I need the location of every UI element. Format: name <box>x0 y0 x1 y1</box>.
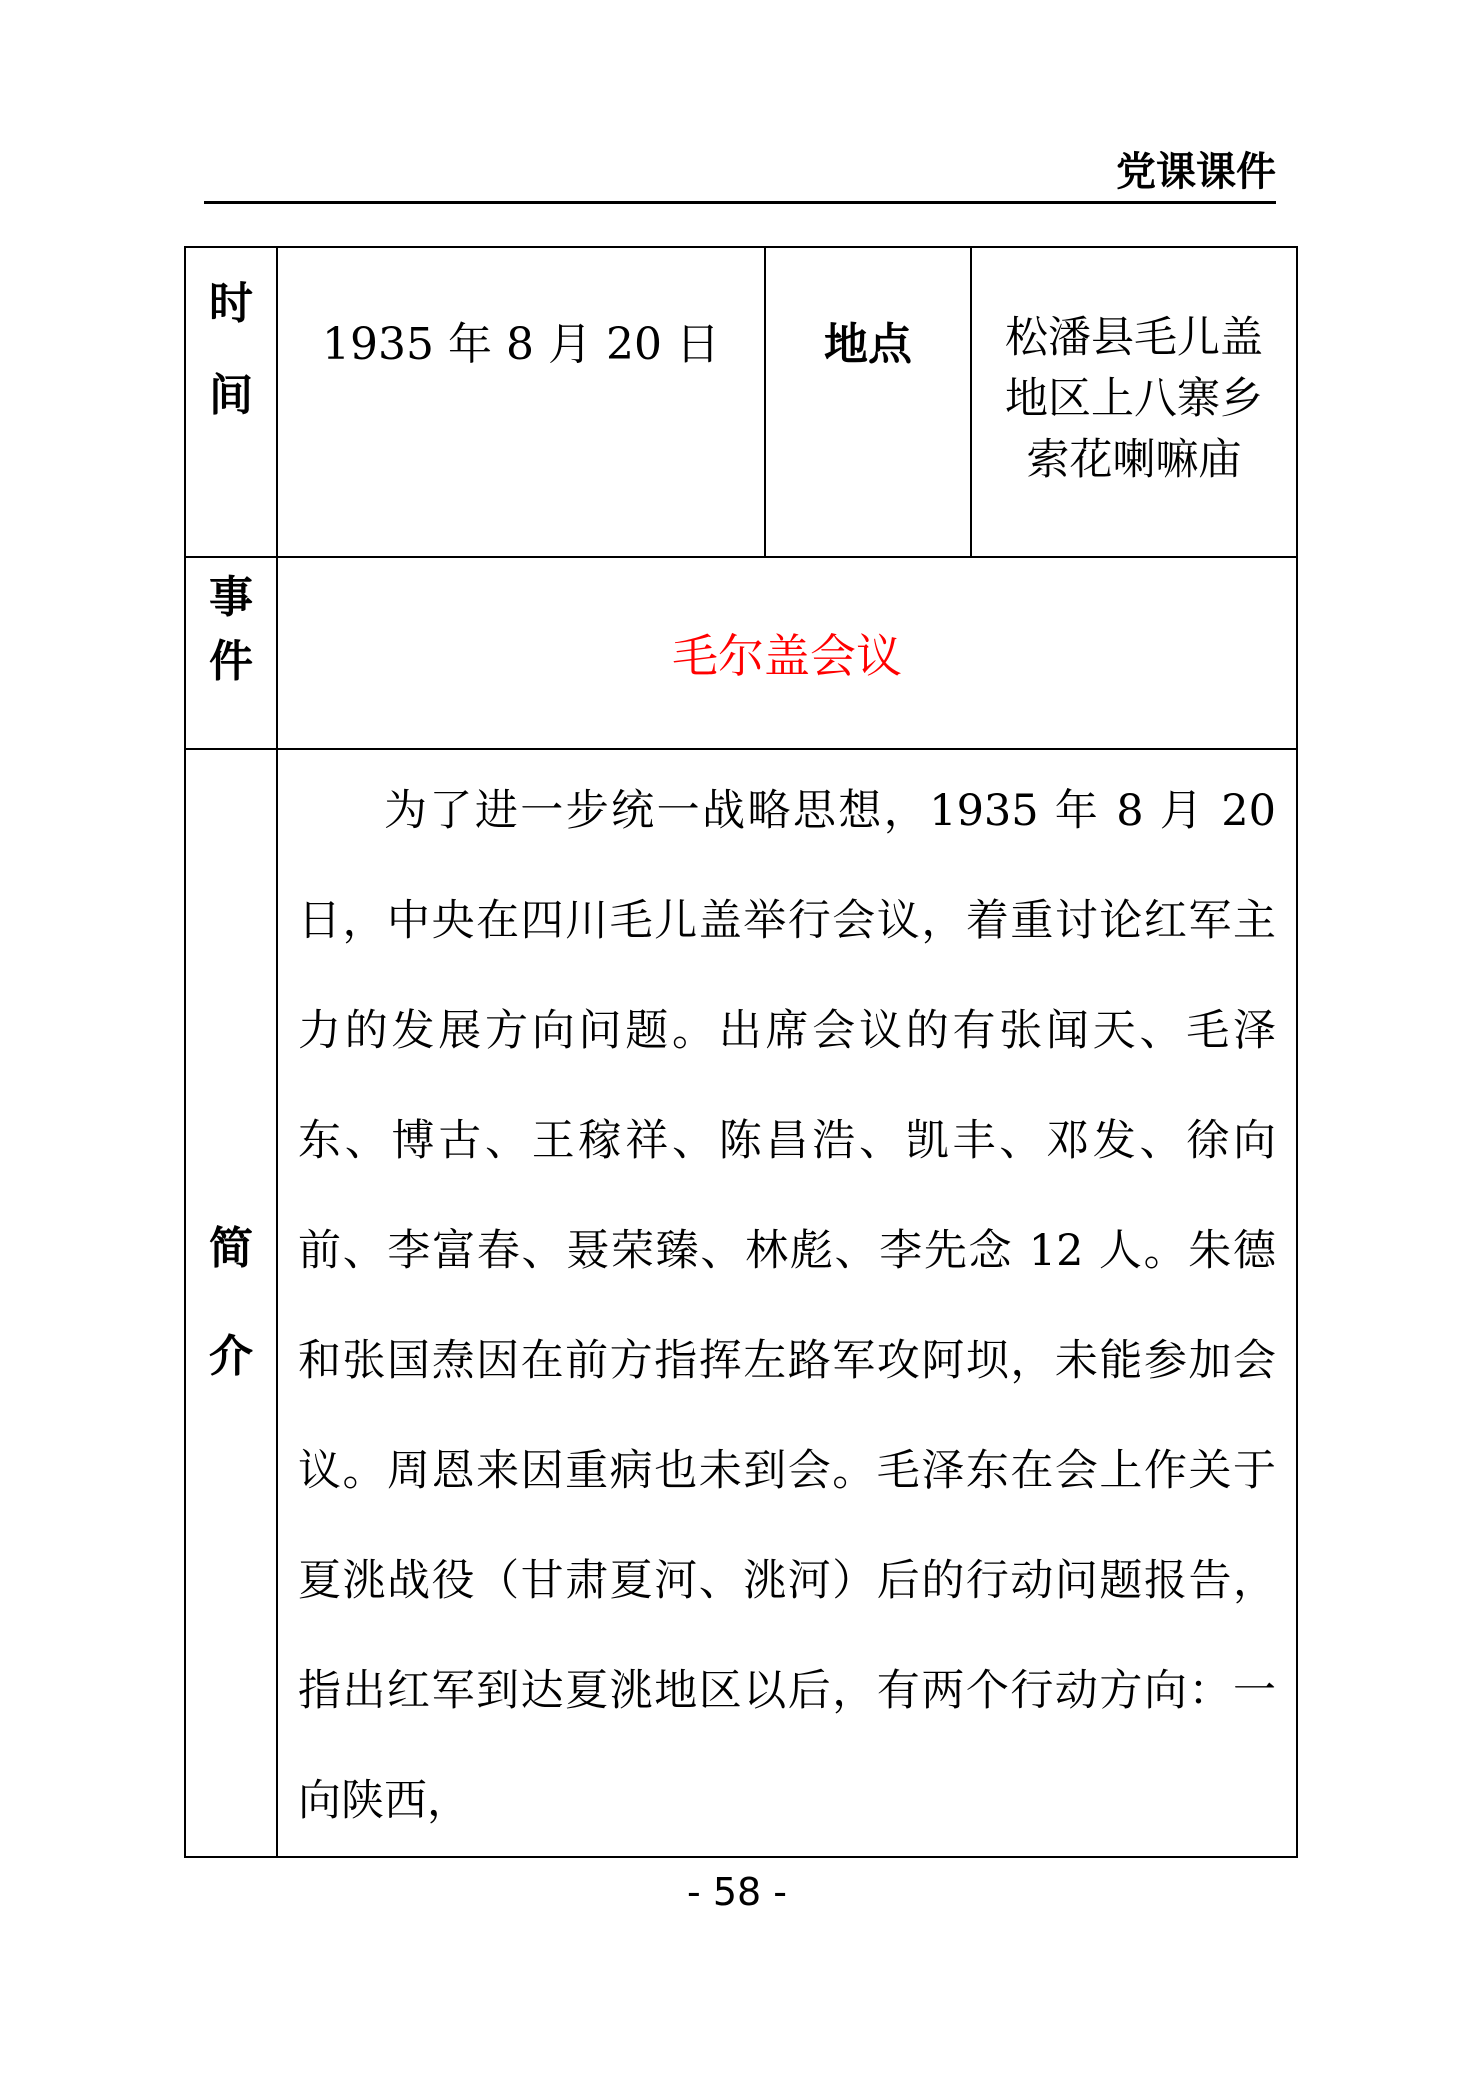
place-value: 松潘县毛儿盖地区上八寨乡索花喇嘛庙 <box>971 247 1297 557</box>
time-label-char: 间 <box>209 370 253 421</box>
table-row-time-place <box>185 247 1297 557</box>
intro-label-char: 介 <box>209 1331 253 1382</box>
intro-label-cell <box>185 749 277 1857</box>
intro-label-char: 简 <box>209 1223 253 1274</box>
table-row-intro <box>185 749 1297 1857</box>
date-value: 1935 年 8 月 20 日 <box>277 247 765 557</box>
event-title: 毛尔盖会议 <box>277 557 1297 749</box>
page-number: - 58 - <box>687 1870 787 1914</box>
header-divider <box>204 201 1276 204</box>
event-label-char: 事 <box>209 572 253 623</box>
document-header-title: 党课课件 <box>1116 149 1276 195</box>
place-label: 地点 <box>765 247 971 557</box>
intro-cell <box>277 749 1297 1857</box>
event-label-char: 件 <box>209 636 253 687</box>
time-label-char: 时 <box>209 278 253 329</box>
time-label-cell <box>185 247 277 557</box>
table-row-event <box>185 557 1297 749</box>
event-info-table <box>184 246 1298 1858</box>
intro-text: 为了进一步统一战略思想，1935 年 8 月 20 日，中央在四川毛儿盖举行会议，着重讨论红军主力的发展方向问题。出席会议的有张闻天、毛泽东、博古、王稼祥、陈昌浩、凯丰、邓发、徐向前、李富春、聂荣臻、林彪、李先念 12 人。朱德和张国焘因在前方指挥左路军攻阿坝，未能参加会议。周恩来因重病也未到会。毛泽东在会上作关于夏洮战役（甘肃夏河、洮河）后的行动问题报告，指出红军到达夏洮地区以后，有两个行动方向：一向陕西， <box>298 786 1276 1826</box>
event-label-cell <box>185 557 277 749</box>
